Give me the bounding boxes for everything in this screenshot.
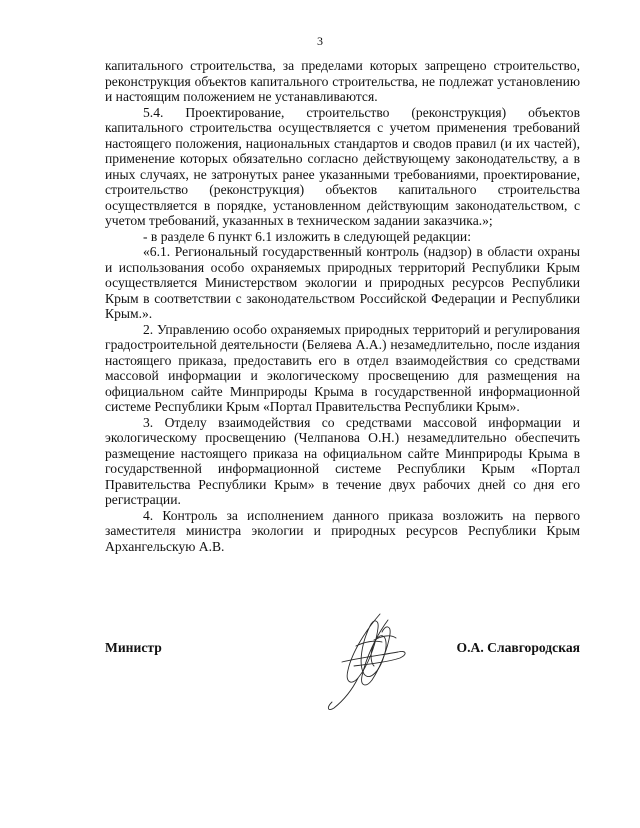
signer-title: Министр [105,640,162,655]
paragraph-item-4: 4. Контроль за исполнением данного приказа возложить на первого заместителя министра экологии и природных ресурсов Республики Крым Архангельскую А.В. [105,507,580,554]
paragraph-item-3: 3. Отделу взаимодействия со средствами массовой информации и экологическому просвещению (Челпанова О.Н.) незамедлительно обеспечить размещение настоящего приказа на официальном сайте Минприроды Крыма в государственной информационной системе Республики Крым «Портал Правительства Республики Крым» в течение двух рабочих дней со дня его регистрации. [105,414,580,507]
paragraph-5-4: 5.4. Проектирование, строительство (реконструкция) объектов капитального строительства осуществляется с учетом применения требований настоящего положения, национальных стандартов и сводов правил (и их частей), применение которых обязательно согласно действующему законодательству, а в иных случаях, не затронутых ранее указанными требованиями, проектирование, строительство (реконструкция) объектов капитального строительства осуществляется в порядке, установленном действующим законодательством, с учетом требований, указанных в техническом задании заказчика.»; [105,104,580,228]
handwritten-signature [318,600,418,720]
paragraph-item-2: 2. Управлению особо охраняемых природных территорий и регулирования градостроительной деятельности (Беляева А.А.) незамедлительно, после издания настоящего приказа, предоставить его в отдел взаимодействия со средствами массовой информации и экологическому просвещению для размещения на официальном сайте Минприроды Крыма в государственной информационной системе Республики Крым «Портал Правительства Республики Крым». [105,321,580,414]
page-number: 3 [317,34,323,48]
signer-name: О.А. Славгородская [456,640,580,655]
paragraph-6-1: «6.1. Региональный государственный контроль (надзор) в области охраны и использования особо охраняемых природных территорий Республики Крым осуществляется Министерством экологии и природных ресурсов Республики Крым в соответствии с законодательством Российской Федерации и Республики Крым.». [105,244,580,321]
paragraph-continuation: капитального строительства, за пределами которых запрещено строительство, реконструкция объектов капитального строительства, не подлежат установлению и настоящим положением не устанавливаются. [105,58,580,104]
document-body [105,58,580,554]
paragraph-section-6-intro: - в разделе 6 пункт 6.1 изложить в следующей редакции: [143,228,471,244]
